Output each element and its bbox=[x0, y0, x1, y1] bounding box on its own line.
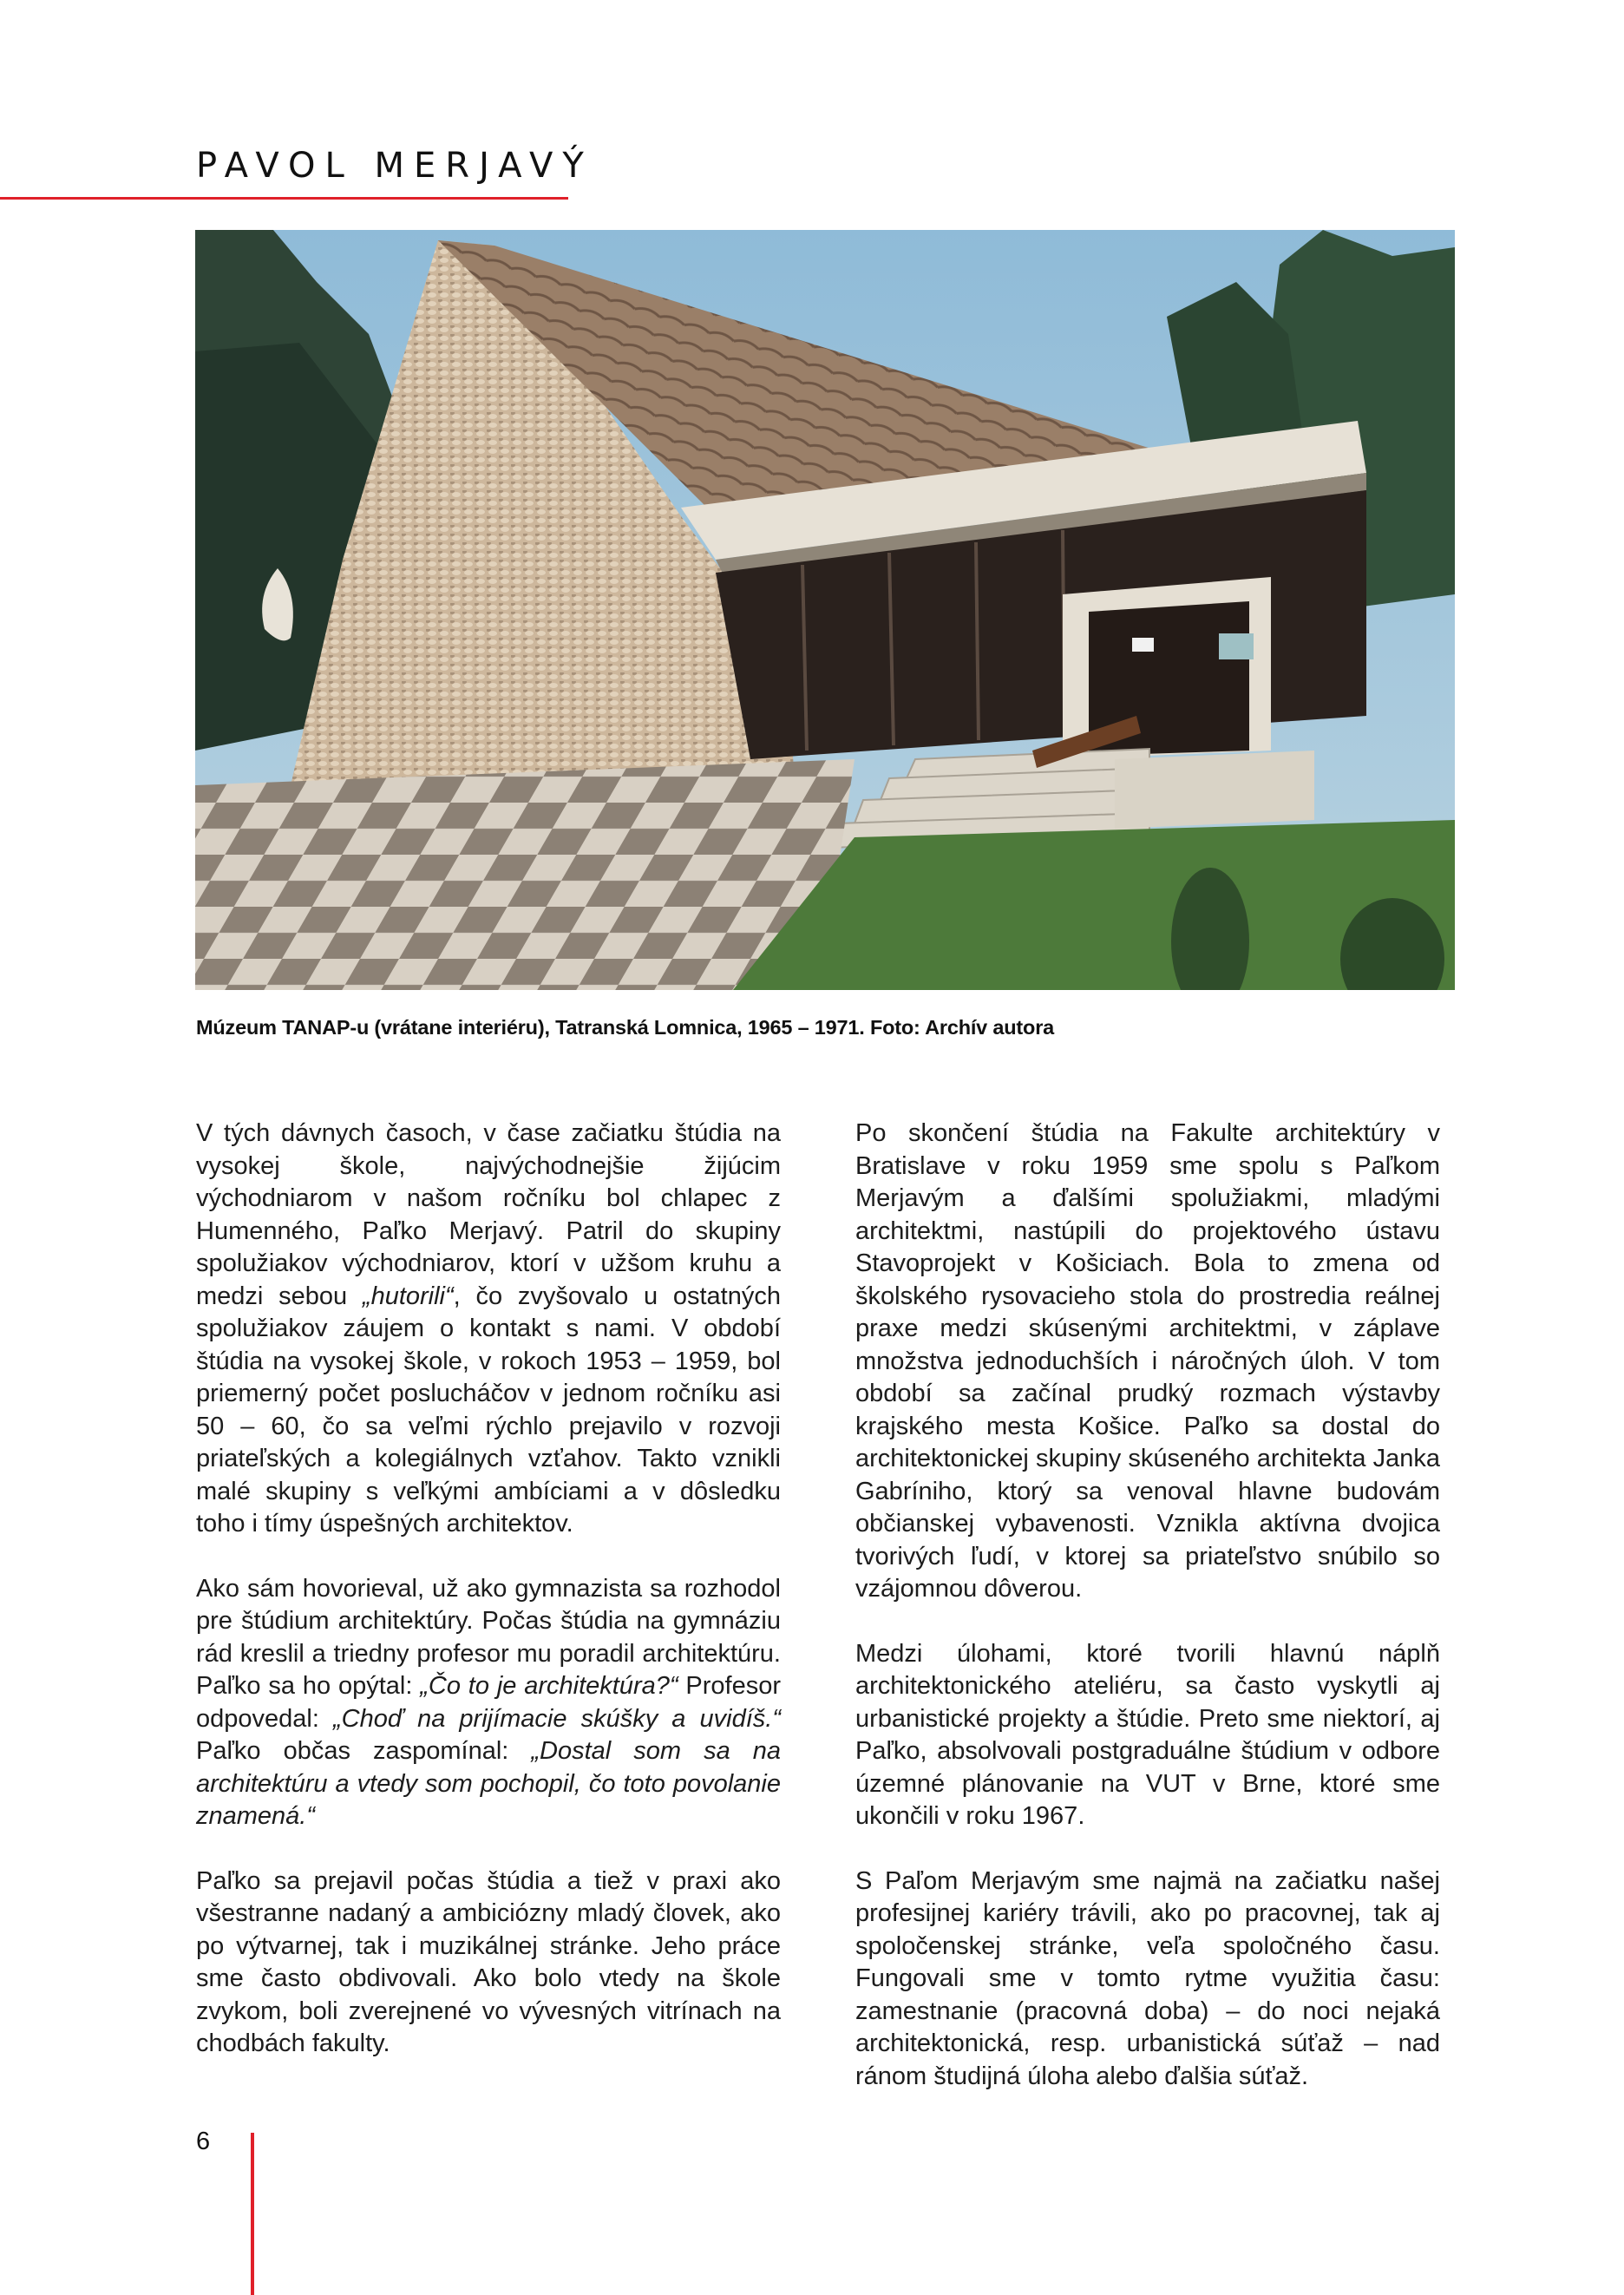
right-column bbox=[855, 1118, 1440, 2125]
italic-quote: „Dostal som sa na architektúru a vtedy som pochopil, čo toto povolanie znamená.“ bbox=[196, 1737, 782, 1830]
text-run: Medzi úlohami, ktoré tvorili hlavnú náplň architektonického ateliéru, sa často vyskytli aj urbanistické projekty a štúdie. Preto sme niektorí, aj Paľko, absolvovali postgraduálne štúdium v odbore územné plánovanie na VUT v Brne, ktoré sme ukončili v roku 1967. bbox=[855, 1639, 1440, 1830]
italic-quote: „Choď na prijímacie skúšky a uvidíš.“ bbox=[333, 1704, 781, 1733]
paragraph bbox=[855, 1638, 1440, 1833]
paragraph bbox=[196, 1573, 781, 1833]
building-photo-illustration bbox=[195, 230, 1455, 990]
page-title: PAVOL MERJAVÝ bbox=[196, 146, 593, 186]
museum-photo bbox=[195, 230, 1455, 990]
text-run: S Paľom Merjavým sme najmä na začiatku našej profesijnej kariéry trávili, ako po pracovnej, tak aj spoločenskej stránke, veľa spoločného času. Fungovali sme v tomto rytme využitia času: zamestnanie (pracovná doba) – do noci nejaká architektonická, resp. urbanistická súťaž – nad ránom študijná úloha alebo ďalšia súťaž. bbox=[855, 1866, 1440, 2090]
text-run: , čo zvyšovalo u ostatných spolužiakov záujem o kontakt s nami. V období štúdia na vysokej škole, v rokoch 1953 – 1959, bol priemerný počet poslucháčov v jednom ročníku asi 50 – 60, čo sa veľmi rýchlo prejavilo v rozvoji priateľských a kolegiálnych vzťahov. Takto vznikli malé skupiny s veľkými ambíciami a v dôsledku toho i tímy úspešných architektov. bbox=[196, 1282, 781, 1538]
text-run: Paľko občas zaspomínal: bbox=[196, 1737, 532, 1765]
text-run: V tých dávnych časoch, v čase začiatku štúdia na vysokej škole, najvýchodnejšie žijúcim východniarom v našom ročníku bol chlapec z Humenného, Paľko Merjavý. Patril do skupiny spolužiakov východniarov, ktorí v užšom kruhu a medzi sebou bbox=[196, 1119, 781, 1310]
title-divider bbox=[0, 197, 568, 200]
text-run: Profesor odpovedal: bbox=[196, 1672, 781, 1733]
photo-caption: Múzeum TANAP-u (vrátane interiéru), Tatranská Lomnica, 1965 – 1971. Foto: Archív autora bbox=[196, 1016, 1055, 1039]
page-number: 6 bbox=[196, 2128, 211, 2155]
italic-quote: „Čo to je architektúra?“ bbox=[420, 1672, 678, 1700]
footer-divider bbox=[251, 2133, 254, 2295]
left-column bbox=[196, 1118, 781, 2093]
paragraph bbox=[196, 1118, 781, 1541]
italic-quote: „hutorili“ bbox=[362, 1282, 454, 1310]
text-run: Po skončení štúdia na Fakulte architektúry v Bratislave v roku 1959 sme spolu s Paľkom Merjavým a ďalšími spolužiakmi, mladými architektmi, nastúpili do projektového ústavu Stavoprojekt v Košiciach. Bola to zmena od školského rysovacieho stola do prostredia reálnej praxe medzi skúsenými architektmi, v záplave množstva jednoduchších i náročných úloh. V tom období sa začínal prudký rozmach výstavby krajského mesta Košice. Paľko sa dostal do architektonickej skupiny skúseného architekta Janka Gabríniho, ktorý sa venoval hlavne budovám občianskej vybavenosti. Vznikla aktívna dvojica tvorivých ľudí, v ktorej sa priateľstvo snúbilo so vzájomnou dôverou. bbox=[855, 1119, 1440, 1603]
text-run: Ako sám hovorieval, už ako gymnazista sa rozhodol pre štúdium architektúry. Počas štúdia na gymnáziu rád kreslil a triedny profesor mu poradil architektúru. Paľko sa ho opýtal: bbox=[196, 1574, 781, 1700]
text-run: Paľko sa prejavil počas štúdia a tiež v praxi ako všestranne nadaný a ambiciózny mladý človek, ako po výtvarnej, tak i muzikálnej stránke. Jeho práce sme často obdivovali. Ako bolo vtedy na škole zvykom, boli zverejnené vo vývesných vitrínach na chodbách fakulty. bbox=[196, 1866, 781, 2057]
paragraph bbox=[196, 1866, 781, 2061]
paragraph bbox=[855, 1866, 1440, 2094]
paragraph bbox=[855, 1118, 1440, 1606]
